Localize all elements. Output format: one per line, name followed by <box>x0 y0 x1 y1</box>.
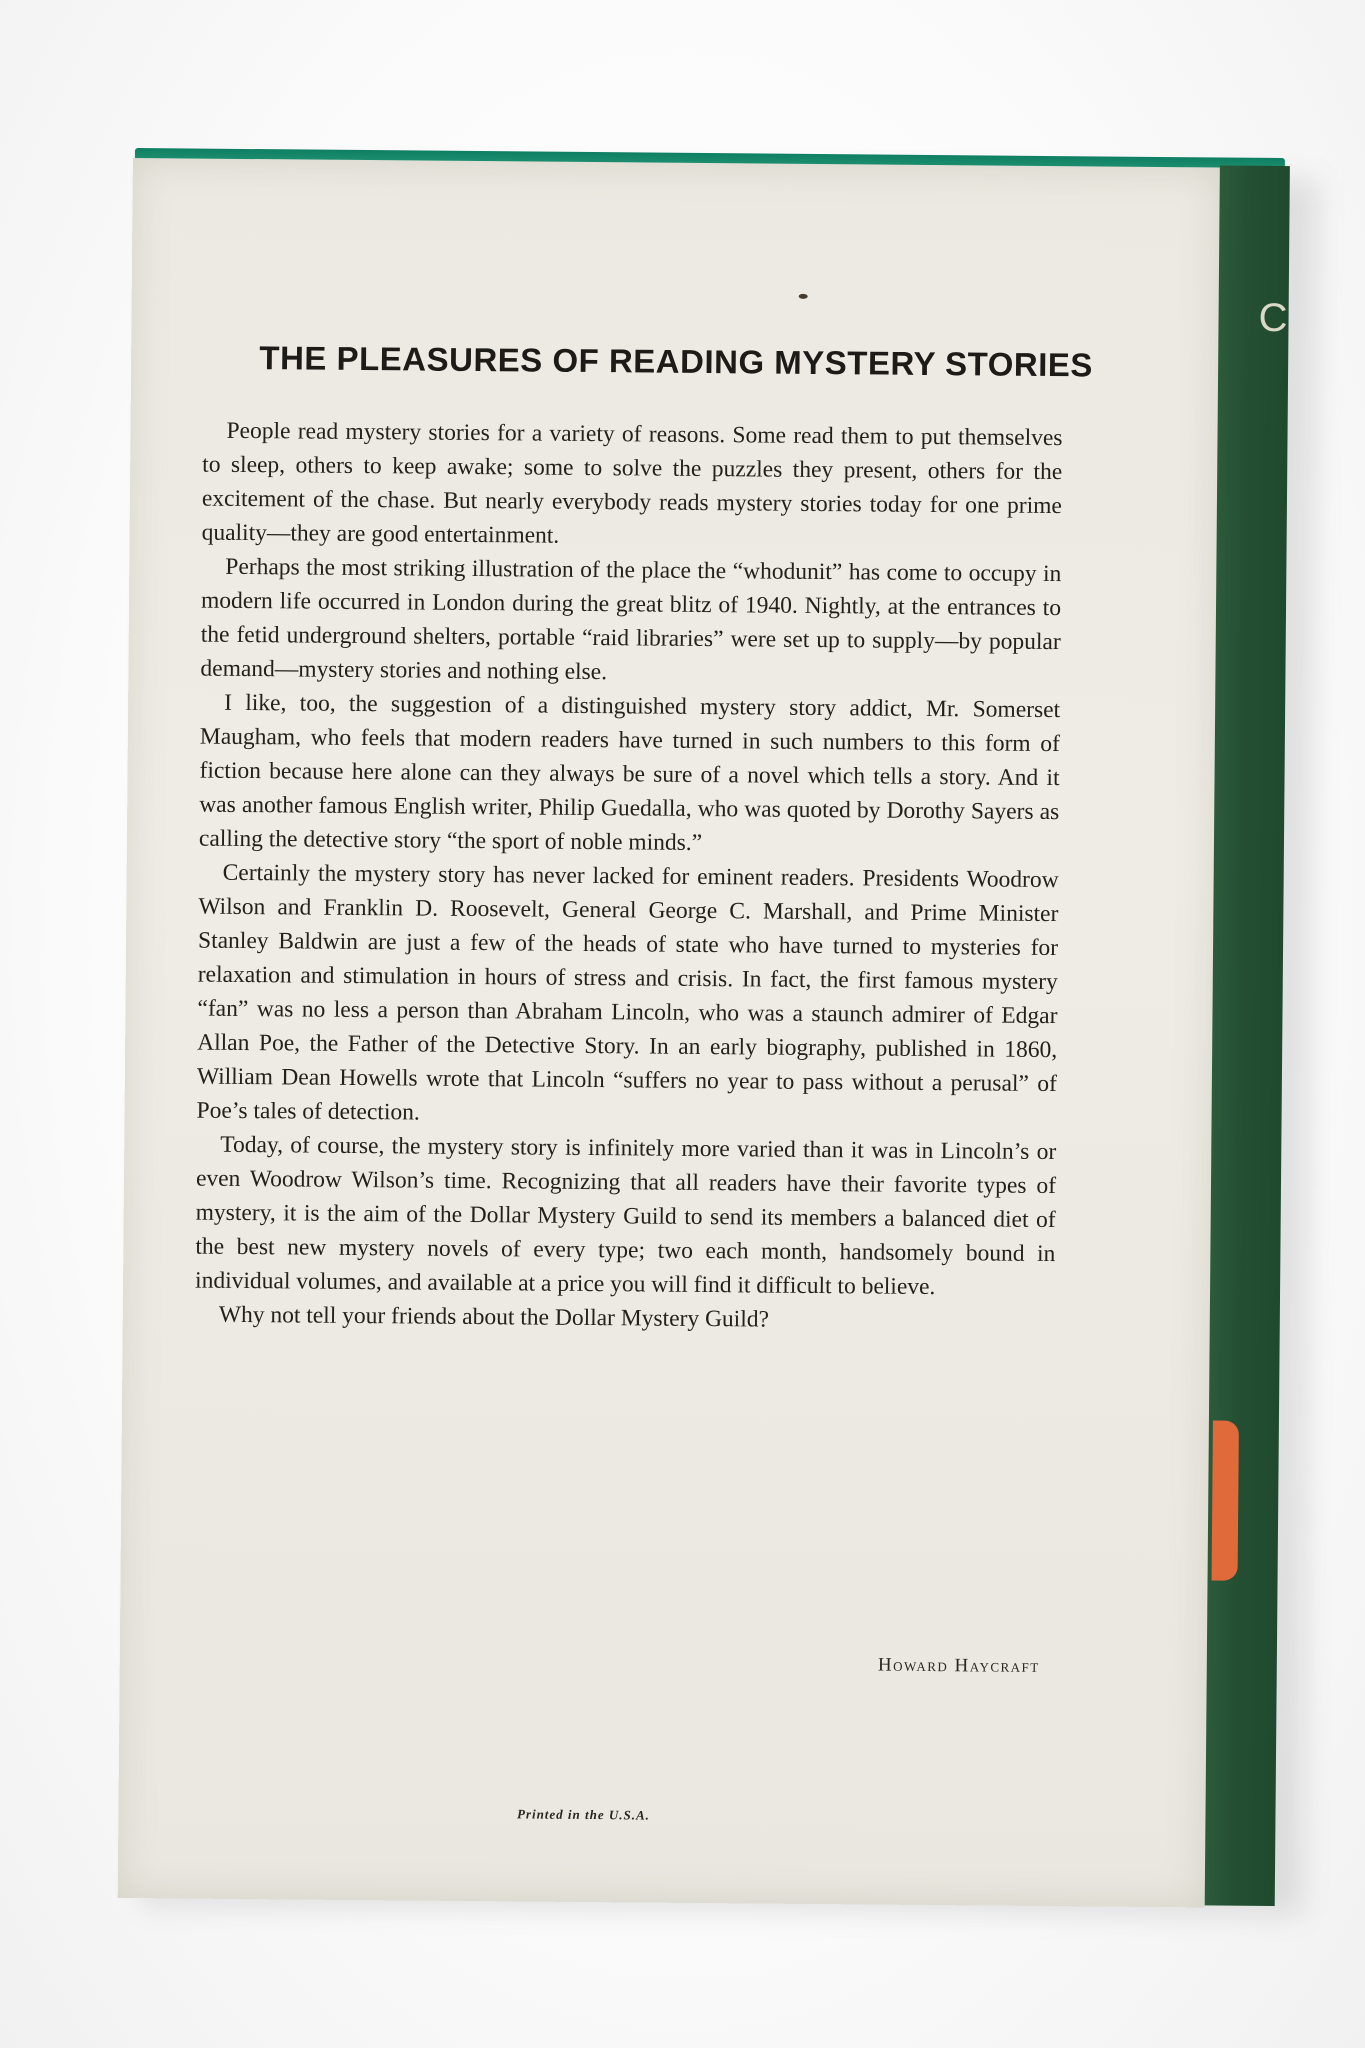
book-jacket <box>118 148 1293 1908</box>
essay-paragraph-1: People read mystery stories for a variety of reasons. Some read them to put themselves to sleep, others to keep awake; some to solve the puzzles they present, others for the excitement of the chase. But nearly everybody reads mystery stories today for one prime quality—they are good entertainment. <box>201 417 1063 549</box>
essay-body <box>195 414 1063 1339</box>
printed-in-usa: Printed in the U.S.A. <box>516 1806 651 1823</box>
cover-title: THE PLEASURES OF READING MYSTERY STORIES <box>259 339 1094 384</box>
paper-speck <box>799 294 808 299</box>
back-cover-panel <box>118 158 1220 1907</box>
author-signature: Howard Haycraft <box>877 1654 1040 1677</box>
essay-paragraph-3: I like, too, the suggestion of a distinguished mystery story addict, Mr. Somerset Maugham, who feels that modern readers have turned in such numbers to this form of fiction because here alone can they always be sure of a novel which tells a story. And it was another famous English writer, Philip Guedalla, who was quoted by Dorothy Sayers as calling the detective story “the sport of noble minds.” <box>198 689 1061 856</box>
essay-paragraph-5: Today, of course, the mystery story is infinitely more varied than it was in Lincoln’s or even Woodrow Wilson’s time. Recognizing that all readers have their favorite types of mystery, it is the aim of the Dollar Mystery Guild to send its members a balanced diet of the best new mystery novels of every type; two each month, handsomely bound in individual volumes, and available at a price you will find it difficult to believe. <box>195 1131 1057 1301</box>
essay-paragraph-6: Why not tell your friends about the Dollar Mystery Guild? <box>218 1301 770 1333</box>
spine-letter: C <box>1258 295 1288 341</box>
essay-paragraph-4: Certainly the mystery story has never lacked for eminent readers. Presidents Woodrow Wilson and Franklin D. Roosevelt, General George C. Marshall, and Prime Minister Stanley Baldwin are just a few of the heads of state who have turned to mysteries for relaxation and stimulation in hours of stress and crisis. In fact, the first famous mystery “fan” was no less a person than Abraham Lincoln, who was a staunch admirer of Edgar Allan Poe, the Father of the Detective Story. In an early biography, published in 1860, William Dean Howells wrote that Lincoln “suffers no year to pass without a perusal” of Poe’s tales of detection. <box>196 859 1059 1126</box>
essay-paragraph-2: Perhaps the most striking illustration of the place the “whodunit” has come to occupy in modern life occurred in London during the great blitz of 1940. Nightly, at the entrances to the fetid underground shelters, portable “raid libraries” were set up to supply—by popular demand—mystery stories and nothing else. <box>200 553 1062 686</box>
book-spine <box>1205 165 1290 1906</box>
spine-orange-emblem <box>1212 1420 1239 1580</box>
